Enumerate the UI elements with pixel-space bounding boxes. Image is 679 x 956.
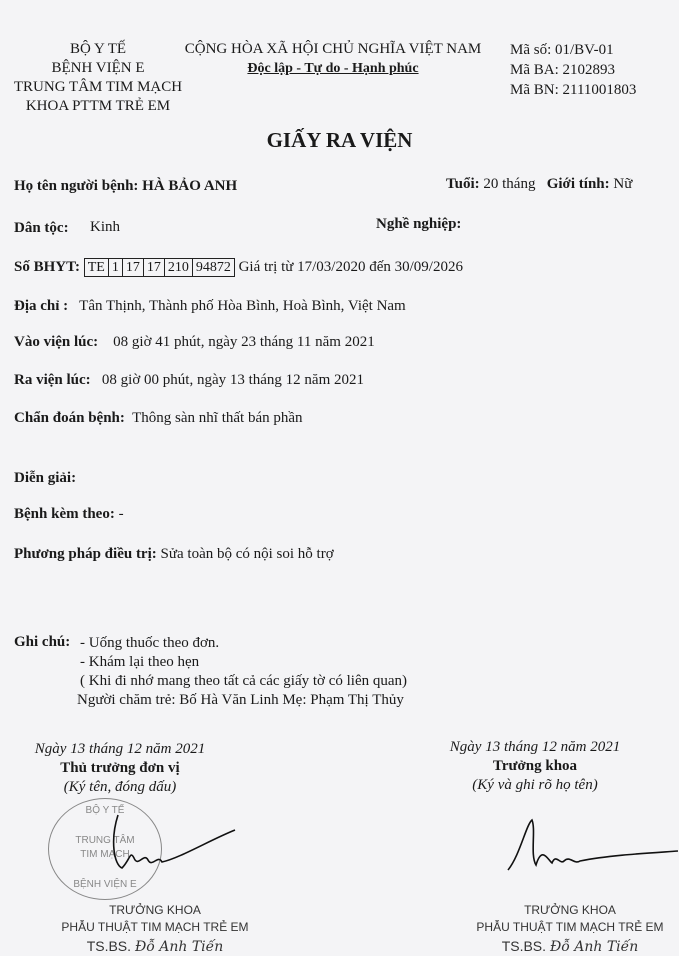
form-code: Mã số: 01/BV-01 (510, 42, 614, 58)
right-signature (500, 815, 679, 875)
notes-list (77, 634, 408, 710)
address-value: Tân Thịnh, Thành phố Hòa Bình, Hoà Bình, Việt Nam (79, 298, 406, 314)
admission-label: Vào viện lúc: (14, 334, 99, 350)
gender-label: Giới tính: (546, 176, 610, 192)
record-codes (510, 40, 636, 100)
stamp-title: TRƯỞNG KHOA (524, 903, 616, 917)
motto: Độc lập - Tự do - Hạnh phúc (247, 61, 419, 76)
seal-text: TIM MẠCH (80, 849, 130, 860)
seal-text: TRUNG TÂM (75, 835, 135, 846)
stamp-name: Đỗ Anh Tiến (549, 939, 639, 955)
notes-label: Ghi chú: (14, 634, 71, 650)
left-signature (100, 810, 240, 880)
treatment-label: Phương pháp điều trị: (14, 546, 157, 562)
bhyt-validity: Giá trị từ 17/03/2020 đến 30/09/2026 (238, 258, 463, 275)
right-date: Ngày 13 tháng 12 năm 2021 (449, 739, 621, 755)
national-header (178, 40, 488, 78)
stamp-prefix: TS.BS. (501, 938, 547, 954)
bhyt-cell: TE (85, 259, 109, 276)
ethnicity-label: Dân tộc: (14, 220, 69, 236)
name-label: Họ tên người bệnh: (14, 178, 139, 194)
seal-text: BỆNH VIỆN E (73, 879, 137, 890)
discharge-label: Ra viện lúc: (14, 372, 91, 388)
comorbidity-value: - (118, 506, 124, 522)
right-signature-block (435, 738, 635, 795)
document-title: GIẤY RA VIỆN (266, 128, 413, 152)
left-instruction: (Ký tên, đóng dấu) (63, 779, 177, 795)
gender-value: Nữ (613, 176, 633, 192)
seal-text: BỘ Y TẾ (85, 805, 125, 816)
bhyt-cell: 210 (165, 259, 193, 276)
explanation-label: Diễn giải: (14, 470, 77, 486)
left-role: Thủ trưởng đơn vị (60, 760, 180, 776)
bhyt-cell: 17 (144, 259, 165, 276)
record-number: Mã BA: 2102893 (510, 62, 615, 78)
left-date: Ngày 13 tháng 12 năm 2021 (34, 741, 206, 757)
ethnicity-value: Kinh (90, 219, 120, 235)
diagnosis-value: Thông sàn nhĩ thất bán phần (132, 410, 303, 426)
patient-number: Mã BN: 2111001803 (510, 82, 637, 98)
left-signature-block (10, 740, 230, 797)
stamp-title: TRƯỞNG KHOA (109, 903, 201, 917)
org-line: BỘ Y TẾ (69, 41, 127, 57)
right-instruction: (Ký và ghi rõ họ tên) (472, 777, 598, 793)
note-caregivers: Người chăm trẻ: Bố Hà Văn Linh Mẹ: Phạm Thị Thủy (77, 692, 404, 708)
right-role: Trưởng khoa (492, 758, 578, 774)
bhyt-label: Số BHYT: (14, 258, 80, 275)
occupation-label: Nghề nghiệp: (376, 216, 462, 232)
note-item: - Uống thuốc theo đơn. (80, 635, 220, 651)
org-line: KHOA PTTM TRẺ EM (25, 98, 171, 114)
stamp-dept: PHẪU THUẬT TIM MẠCH TRẺ EM (476, 920, 664, 934)
org-line: BỆNH VIỆN E (51, 60, 145, 76)
right-stamp (470, 902, 670, 956)
stamp-prefix: TS.BS. (86, 938, 132, 954)
organization-block (8, 40, 188, 116)
left-stamp (55, 902, 255, 956)
stamp-dept: PHẪU THUẬT TIM MẠCH TRẺ EM (61, 920, 249, 934)
age-label: Tuổi: (446, 176, 480, 192)
bhyt-cell: 1 (109, 259, 123, 276)
org-line: TRUNG TÂM TIM MẠCH (13, 79, 183, 95)
discharge-time: 08 giờ 00 phút, ngày 13 tháng 12 năm 2021 (101, 372, 364, 388)
bhyt-number (84, 258, 235, 277)
bhyt-cell: 94872 (195, 260, 231, 275)
national-title: CỘNG HÒA XÃ HỘI CHỦ NGHĨA VIỆT NAM (184, 41, 482, 57)
diagnosis-label: Chẩn đoán bệnh: (14, 410, 125, 426)
address-label: Địa chỉ : (14, 298, 69, 314)
note-item: - Khám lại theo hẹn (80, 654, 200, 670)
stamp-name: Đỗ Anh Tiến (134, 939, 224, 955)
note-item: ( Khi đi nhớ mang theo tất cả các giấy tờ có liên quan) (80, 673, 408, 689)
patient-name: HÀ BẢO ANH (142, 178, 238, 194)
treatment-value: Sửa toàn bộ có nội soi hỗ trợ (160, 546, 334, 562)
comorbidity-label: Bệnh kèm theo: (14, 506, 115, 522)
admission-time: 08 giờ 41 phút, ngày 23 tháng 11 năm 2021 (113, 334, 375, 350)
bhyt-cell: 17 (123, 259, 144, 276)
age-value: 20 tháng (483, 176, 536, 192)
